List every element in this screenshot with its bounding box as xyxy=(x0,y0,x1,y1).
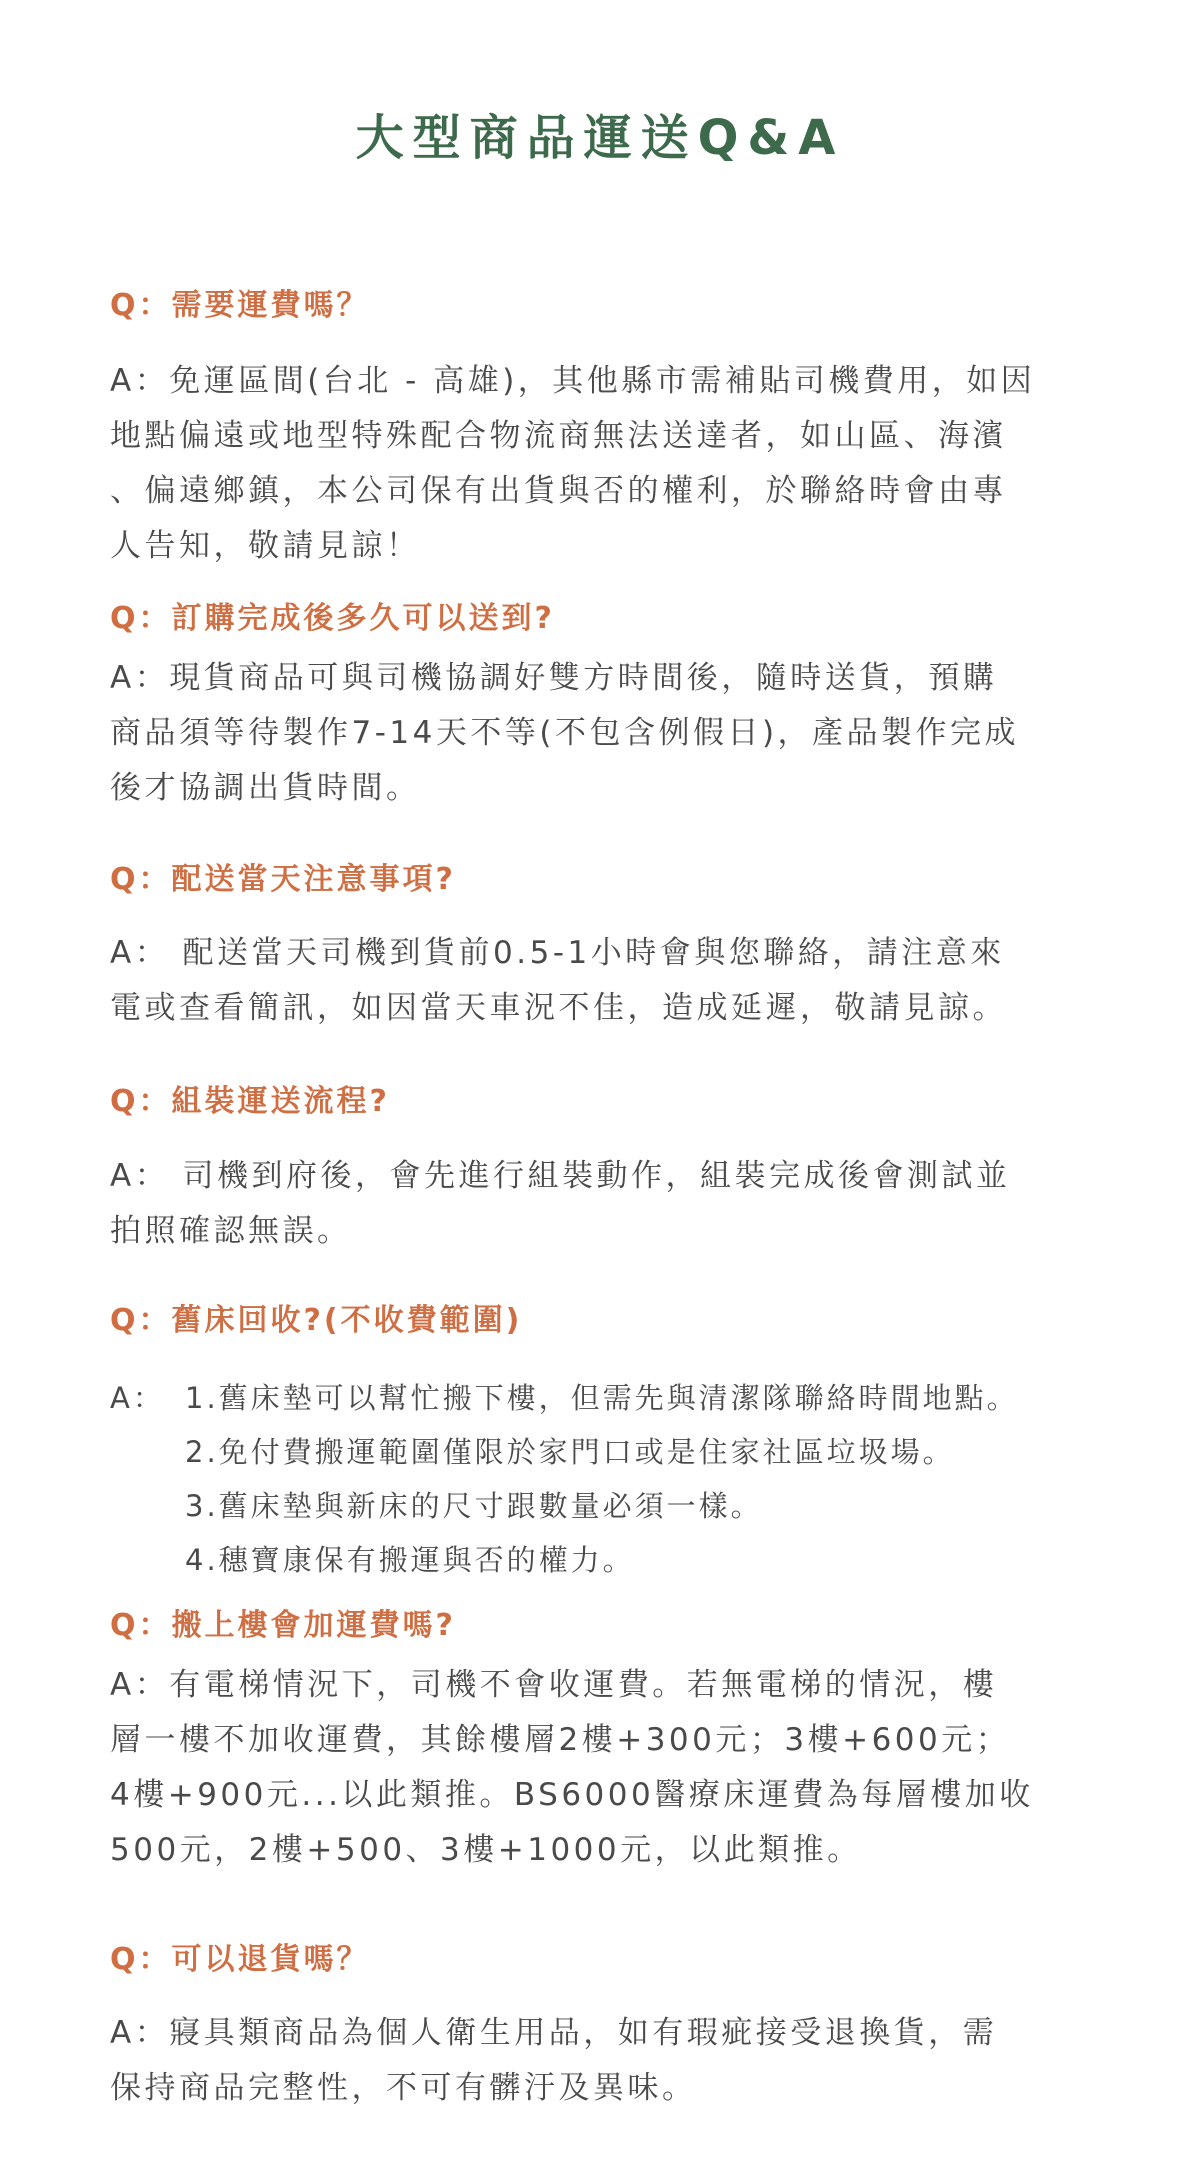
answer-line: A： 配送當天司機到貨前0.5-1小時會與您聯絡，請注意來 xyxy=(110,935,1005,971)
answer-prefix: A： xyxy=(110,1381,165,1415)
list-item-text: 1.舊床墊可以幫忙搬下樓，但需先與清潔隊聯絡時間地點。 xyxy=(185,1381,1019,1415)
qa-item-delivery-time xyxy=(110,595,1120,816)
answer-line: 人告知，敬請見諒！ xyxy=(110,528,421,564)
list-item xyxy=(110,1425,1120,1479)
qa-item-returns xyxy=(110,1936,1120,2116)
list-item-text: 2.免付費搬運範圍僅限於家門口或是住家社區垃圾場。 xyxy=(185,1435,955,1469)
answer-line: A：免運區間(台北 - 高雄)，其他縣市需補貼司機費用，如因 xyxy=(110,363,1036,399)
answer-line: 保持商品完整性，不可有髒汙及異味。 xyxy=(110,2070,697,2106)
qa-item-assembly xyxy=(110,1078,1120,1259)
answer-line: 後才協調出貨時間。 xyxy=(110,770,421,806)
question: Q：組裝運送流程? xyxy=(110,1084,390,1119)
answer xyxy=(110,354,1120,574)
question: Q：搬上樓會加運費嗎? xyxy=(110,1608,456,1643)
list-item xyxy=(110,1479,1120,1533)
list-item-text: 4.穗寶康保有搬運與否的權力。 xyxy=(185,1543,635,1577)
qa-item-shipping-fee xyxy=(110,282,1120,574)
list-item xyxy=(110,1533,1120,1587)
page-title: 大型商品運送Q&A xyxy=(355,110,845,166)
answer-line: 電或查看簡訊，如因當天車況不佳，造成延遲，敬請見諒。 xyxy=(110,990,1007,1026)
qa-item-delivery-notes xyxy=(110,856,1120,1036)
qa-item-old-bed-recycling xyxy=(110,1297,1120,1587)
answer xyxy=(110,651,1120,816)
answer-line: A： 司機到府後，會先進行組裝動作，組裝完成後會測試並 xyxy=(110,1158,1011,1194)
answer xyxy=(110,2006,1120,2116)
list-item xyxy=(110,1371,1120,1425)
answer-list xyxy=(110,1371,1120,1587)
answer-line: 商品須等待製作7-14天不等(不包含例假日)，產品製作完成 xyxy=(110,715,1020,751)
answer-line: A：寢具類商品為個人衛生用品，如有瑕疵接受退換貨，需 xyxy=(110,2015,998,2051)
answer-line: 500元，2樓+500、3樓+1000元，以此類推。 xyxy=(110,1832,862,1868)
answer xyxy=(110,926,1120,1036)
list-item-text: 3.舊床墊與新床的尺寸跟數量必須一樣。 xyxy=(185,1489,763,1523)
qa-item-upstairs-fee xyxy=(110,1602,1120,1878)
question: Q：舊床回收?(不收費範圍) xyxy=(110,1303,523,1338)
question: Q：配送當天注意事項? xyxy=(110,862,456,897)
answer xyxy=(110,1149,1120,1259)
answer-line: 4樓+900元...以此類推。BS6000醫療床運費為每層樓加收 xyxy=(110,1777,1034,1813)
question: Q：可以退貨嗎？ xyxy=(110,1942,370,1977)
answer-line: 、偏遠鄉鎮，本公司保有出貨與否的權利，於聯絡時會由專 xyxy=(110,473,1007,509)
question: Q：訂購完成後多久可以送到? xyxy=(110,601,555,636)
answer-line: 層一樓不加收運費，其餘樓層2樓+300元；3樓+600元； xyxy=(110,1722,1011,1758)
answer-line: A：有電梯情況下，司機不會收運費。若無電梯的情況，樓 xyxy=(110,1667,998,1703)
answer xyxy=(110,1658,1120,1878)
question: Q：需要運費嗎？ xyxy=(110,288,370,323)
answer-line: A：現貨商品可與司機協調好雙方時間後，隨時送貨，預購 xyxy=(110,660,998,696)
answer-line: 拍照確認無誤。 xyxy=(110,1213,352,1249)
answer-line: 地點偏遠或地型特殊配合物流商無法送達者，如山區、海濱 xyxy=(110,418,1007,454)
